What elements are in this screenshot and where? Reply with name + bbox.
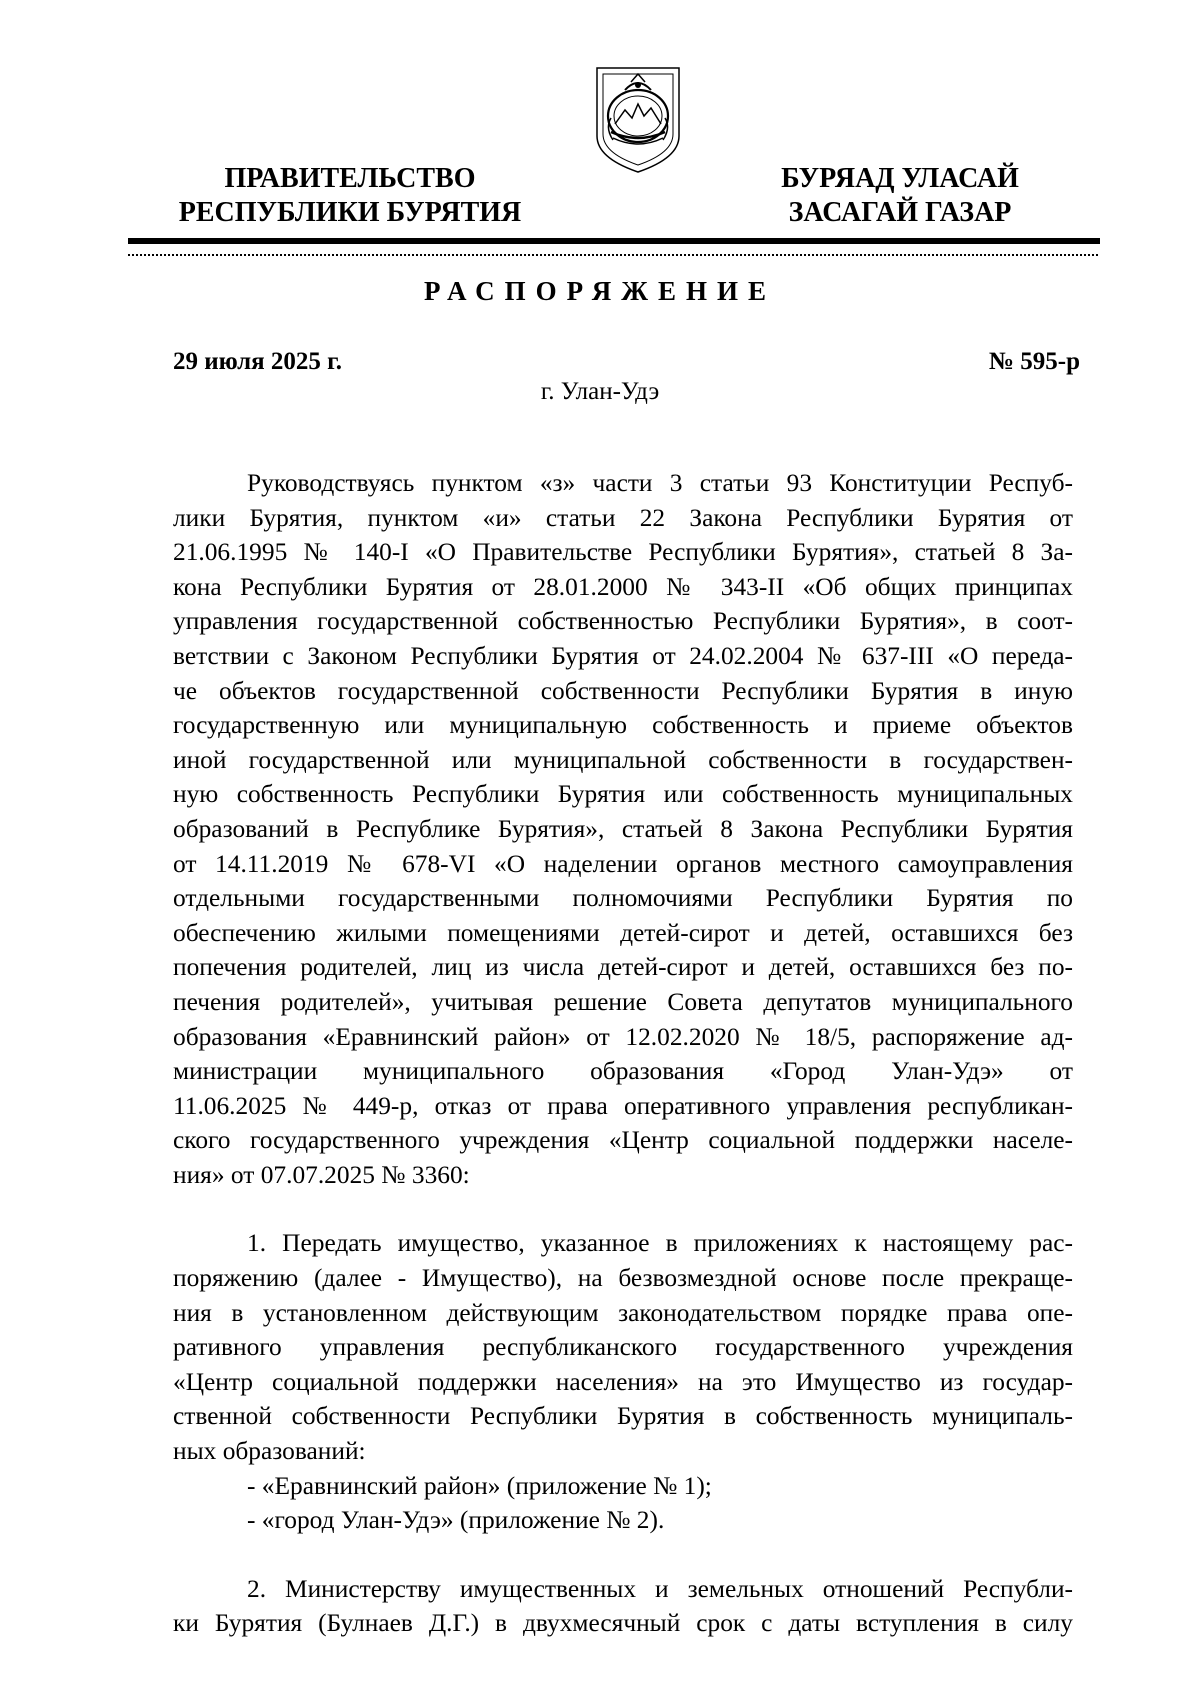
- text-line: от 14.11.2019 № 678-VI «О наделении органов местного самоуправления: [173, 849, 1073, 878]
- text-line: Руководствуясь пунктом «з» части 3 статьи 93 Конституции Респуб-: [247, 469, 1073, 497]
- text-line: отдельными государственными полномочиями Республики Бурятия по: [173, 884, 1073, 913]
- text-line: обеспечению жилыми помещениями детей-сирот и детей, оставшихся без: [173, 918, 1073, 947]
- text-line: попечения родителей, лиц из числа детей-сирот и детей, оставшихся без по-: [173, 953, 1073, 982]
- document-type-title: РАСПОРЯЖЕНИЕ: [423, 276, 777, 306]
- text-line: ную собственность Республики Бурятия или собственность муниципальных: [173, 780, 1073, 809]
- text-line: образования «Еравнинский район» от 12.02.2020 № 18/5, распоряжение ад-: [173, 1022, 1073, 1051]
- text-line: 21.06.1995 № 140-I «О Правительстве Республики Бурятия», статьей 8 За-: [173, 538, 1073, 567]
- text-line: ки Бурятия (Булнаев Д.Г.) в двухмесячный срок с даты вступления в силу: [173, 1609, 1073, 1638]
- text-line: поряжению (далее - Имущество), на безвозмездной основе после прекраще-: [173, 1264, 1073, 1293]
- header-divider-thin: [128, 254, 1100, 256]
- document-date: 29 июля 2025 г.: [173, 348, 342, 375]
- text-line: ных образований:: [173, 1437, 366, 1466]
- header-left-line1: ПРАВИТЕЛЬСТВО: [224, 163, 476, 194]
- text-line: лики Бурятия, пунктом «и» статьи 22 Закона Республики Бурятия от: [173, 503, 1073, 532]
- list-item: - «Еравнинский район» (приложение № 1);: [247, 1471, 712, 1500]
- coat-of-arms-icon: [591, 58, 685, 174]
- item-1-paragraph: [173, 1226, 1073, 1537]
- text-line: «Центр социальной поддержки населения» на это Имущество из государ-: [173, 1367, 1073, 1396]
- text-line: ственной собственности Республики Бурятия в собственность муниципаль-: [173, 1402, 1073, 1431]
- text-line: 11.06.2025 № 449-р, отказ от права оперативного управления республикан-: [173, 1091, 1073, 1120]
- text-line: иной государственной или муниципальной собственности в государствен-: [173, 745, 1073, 774]
- text-line: ского государственного учреждения «Центр социальной поддержки населе-: [173, 1126, 1073, 1155]
- text-line: ративного управления республиканского государственного учреждения: [173, 1333, 1073, 1362]
- document-number: № 595-р: [988, 348, 1080, 375]
- text-line: кона Республики Бурятия от 28.01.2000 № 343-II «Об общих принципах: [173, 572, 1073, 601]
- header-right-line2: ЗАСАГАЙ ГАЗАР: [788, 197, 1012, 228]
- document-body: [173, 466, 1073, 1641]
- text-line: 2. Министерству имущественных и земельных отношений Республи-: [247, 1574, 1073, 1603]
- text-line: министрации муниципального образования «Город Улан-Удэ» от: [173, 1057, 1073, 1086]
- text-line: ния в установленном действующим законодательством порядке права опе-: [173, 1298, 1073, 1327]
- text-line: ветствии с Законом Республики Бурятия от 24.02.2004 № 637-III «О переда-: [173, 641, 1073, 670]
- list-item: - «город Улан-Удэ» (приложение № 2).: [247, 1506, 665, 1535]
- text-line: ния» от 07.07.2025 № 3360:: [173, 1160, 470, 1189]
- header-right-line1: БУРЯАД УЛАСАЙ: [781, 163, 1019, 194]
- government-name-buryat: [740, 162, 1060, 230]
- text-line: управления государственной собственностью Республики Бурятия», в соот-: [173, 607, 1073, 636]
- text-line: печения родителей», учитывая решение Совета депутатов муниципального: [173, 987, 1073, 1016]
- text-line: образований в Республике Бурятия», статьей 8 Закона Республики Бурятия: [173, 814, 1073, 843]
- government-name-russian: [170, 162, 530, 230]
- text-line: че объектов государственной собственности Республики Бурятия в иную: [173, 676, 1073, 705]
- header-left-line2: РЕСПУБЛИКИ БУРЯТИЯ: [178, 197, 522, 228]
- document-city: г. Улан-Удэ: [540, 378, 660, 405]
- preamble-paragraph: [173, 466, 1073, 1192]
- text-line: государственную или муниципальную собственность и приеме объектов: [173, 711, 1073, 740]
- text-line: 1. Передать имущество, указанное в приложениях к настоящему рас-: [247, 1229, 1073, 1258]
- item-2-paragraph: [173, 1572, 1073, 1641]
- header-divider-thick: [128, 238, 1100, 244]
